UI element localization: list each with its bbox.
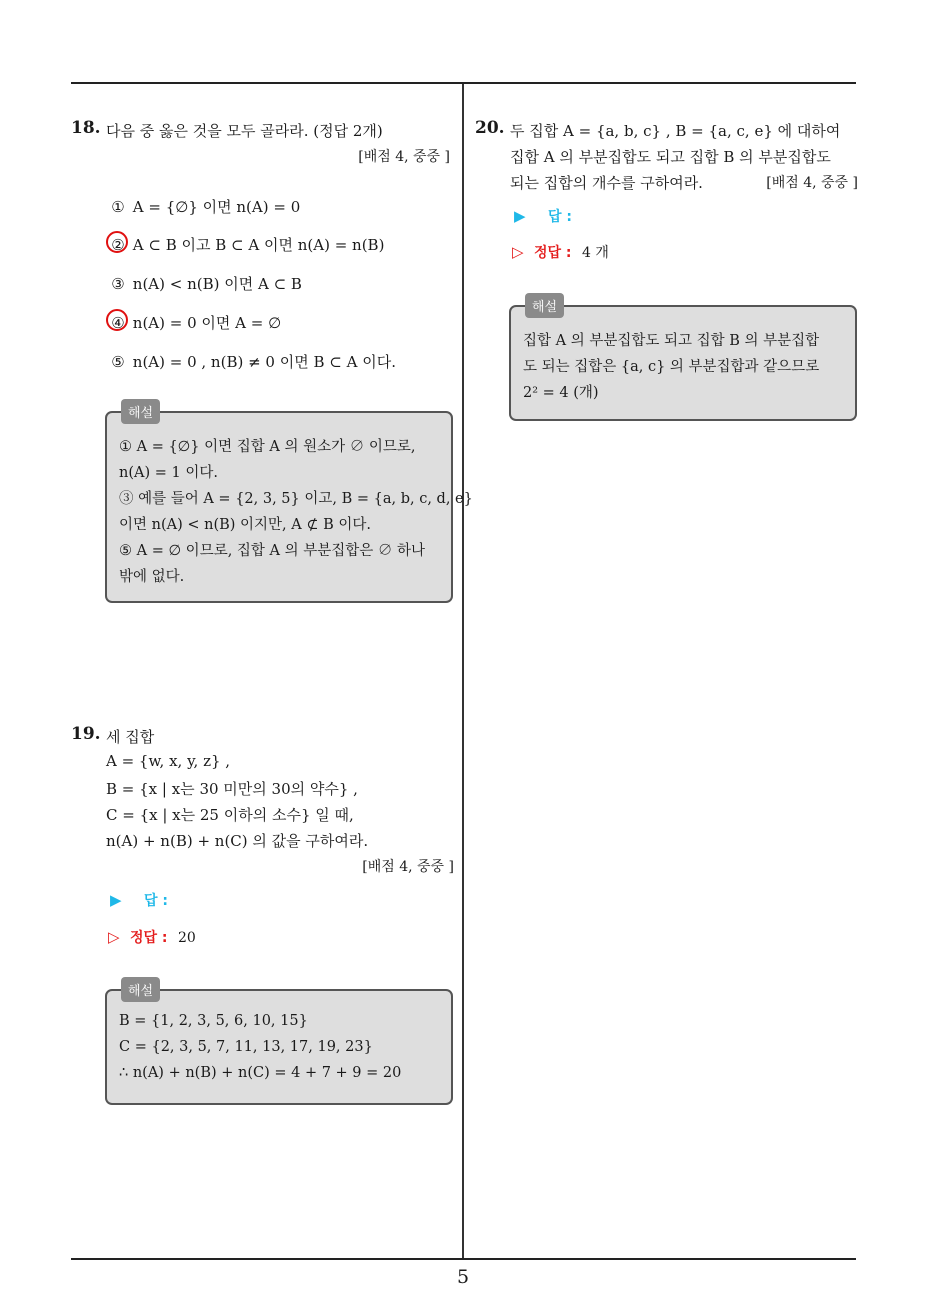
q20-line: 집합 A 의 부분집합도 되고 집합 B 의 부분집합도 <box>510 148 831 166</box>
solution-line: 도 되는 집합은 {a, c} 의 부분집합과 같으므로 <box>523 359 820 375</box>
correct-label: 정답 : <box>130 930 168 946</box>
red-circle-mark <box>106 309 128 331</box>
solution-line: ③ 예를 들어 A = {2, 3, 5} 이고, B = {a, b, c, d, e} <box>119 491 473 507</box>
column-divider <box>462 84 464 1258</box>
q20-meta: [배점 4, 중중 ] <box>766 175 858 191</box>
solution-tag: 해설 <box>525 293 564 318</box>
q19-meta: [배점 4, 중중 ] <box>362 859 454 875</box>
solution-tag: 해설 <box>121 399 160 424</box>
correct-label: 정답 : <box>534 245 572 261</box>
solution-tag: 해설 <box>121 977 160 1002</box>
q18-text: 다음 중 옳은 것을 모두 골라라. (정답 2개) <box>106 122 383 140</box>
q20-answer-row <box>514 206 572 226</box>
solution-line: n(A) = 1 이다. <box>119 465 218 481</box>
q19-solution-box <box>105 984 453 1105</box>
footer-rule <box>71 1258 856 1260</box>
choice-mark: ② <box>111 236 125 254</box>
q18-solution-box <box>105 406 473 603</box>
choice-mark: ⑤ <box>111 353 125 371</box>
solution-line: 2² = 4 (개) <box>523 385 599 401</box>
outline-triangle-icon: ▷ <box>108 928 120 946</box>
choice-text: n(A) = 0 , n(B) ≠ 0 이면 B ⊂ A 이다. <box>132 353 396 371</box>
q18-number: 18. <box>71 118 101 138</box>
solution-line: ① A = {∅} 이면 집합 A 의 원소가 ∅ 이므로, <box>119 439 416 455</box>
q20-solution-box <box>509 300 857 421</box>
q18-meta: [배점 4, 중중 ] <box>358 149 450 165</box>
solution-line: B = {1, 2, 3, 5, 6, 10, 15} <box>119 1013 308 1029</box>
correct-value: 20 <box>177 930 196 946</box>
header-rule <box>71 82 856 84</box>
choice-mark: ① <box>111 198 125 216</box>
solution-line: ∴ n(A) + n(B) + n(C) = 4 + 7 + 9 = 20 <box>119 1065 402 1081</box>
q18-choice-4 <box>108 312 281 333</box>
q18-choice-5 <box>108 351 396 372</box>
q18-choice-3 <box>108 273 302 294</box>
solution-line: 이면 n(A) < n(B) 이지만, A ⊄ B 이다. <box>119 517 371 533</box>
choice-text: n(A) = 0 이면 A = ∅ <box>132 314 282 332</box>
outline-triangle-icon: ▷ <box>512 243 524 261</box>
q19-line: 세 집합 <box>106 728 155 746</box>
red-circle-mark <box>106 231 128 253</box>
correct-value: 4 개 <box>581 245 609 261</box>
q20-line: 되는 집합의 개수를 구하여라. <box>510 174 703 192</box>
answer-label: 답 : <box>144 893 168 909</box>
q20-line: 두 집합 A = {a, b, c} , B = {a, c, e} 에 대하여 <box>510 122 841 140</box>
play-triangle-icon: ▶ <box>514 207 526 225</box>
play-triangle-icon: ▶ <box>110 891 122 909</box>
q20-number: 20. <box>475 118 505 138</box>
choice-text: A ⊂ B 이고 B ⊂ A 이면 n(A) = n(B) <box>132 236 385 254</box>
q18-choice-1 <box>108 196 300 217</box>
answer-label: 답 : <box>548 209 572 225</box>
choice-text: n(A) < n(B) 이면 A ⊂ B <box>132 275 302 293</box>
q19-correct-row <box>108 927 196 947</box>
q19-line: A = {w, x, y, z} , <box>106 752 231 770</box>
q20-correct-row <box>512 242 609 262</box>
solution-line: 집합 A 의 부분집합도 되고 집합 B 의 부분집합 <box>523 333 820 349</box>
choice-mark: ③ <box>111 275 125 293</box>
solution-line: ⑤ A = ∅ 이므로, 집합 A 의 부분집합은 ∅ 하나 <box>119 543 426 559</box>
q19-line: n(A) + n(B) + n(C) 의 값을 구하여라. <box>106 832 369 850</box>
solution-line: C = {2, 3, 5, 7, 11, 13, 17, 19, 23} <box>119 1039 373 1055</box>
q19-answer-row <box>110 890 168 910</box>
page-number: 5 <box>456 1266 470 1288</box>
q19-line: B = {x | x는 30 미만의 30의 약수} , <box>106 780 358 798</box>
solution-line: 밖에 없다. <box>119 569 185 585</box>
q19-number: 19. <box>71 724 101 744</box>
choice-text: A = {∅} 이면 n(A) = 0 <box>132 198 301 216</box>
choice-mark: ④ <box>111 314 125 332</box>
q18-choice-2 <box>108 234 384 255</box>
q19-line: C = {x | x는 25 이하의 소수} 일 때, <box>106 806 354 824</box>
